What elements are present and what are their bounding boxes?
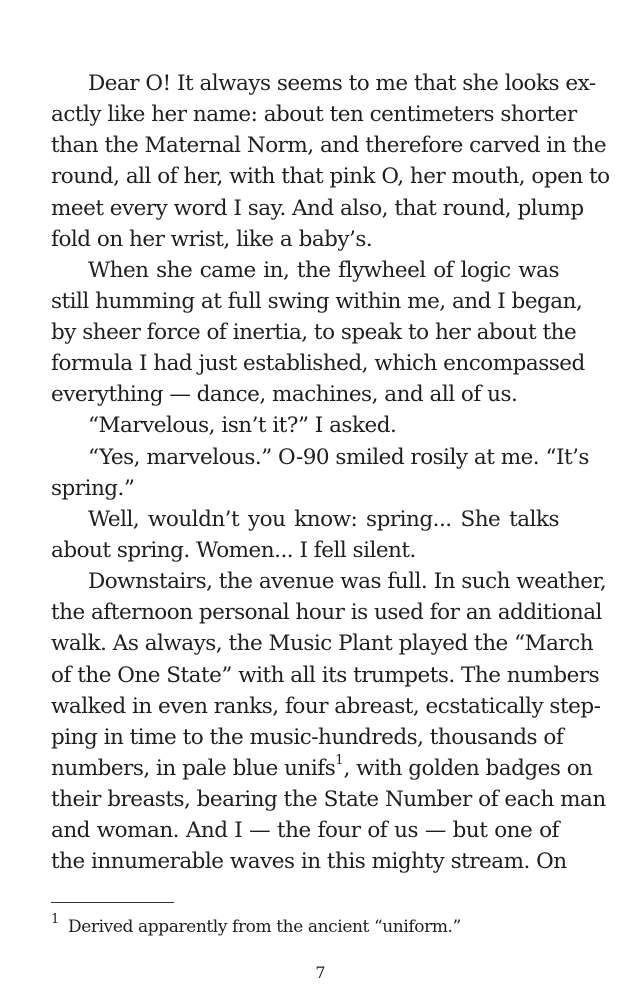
page-number: 7: [315, 963, 326, 982]
text-line: walked in even ranks, four abreast, ecstatically step-: [51, 694, 601, 719]
text-line: of the One State” with all its trumpets. The numbers: [51, 663, 600, 688]
text-line: and woman. And I — the four of us — but one of: [51, 818, 559, 843]
text-line: about spring. Women... I fell silent.: [51, 538, 416, 563]
text-line: ping in time to the music-hundreds, thousands of: [51, 725, 564, 750]
text-line: “Yes, marvelous.” O-90 smiled rosily at me. “It’s: [88, 445, 589, 470]
text-segment: numbers, in pale blue unifs: [51, 756, 336, 781]
text-line: still humming at full swing within me, and I began,: [51, 289, 583, 314]
text-line: the afternoon personal hour is used for an additional: [51, 600, 602, 625]
text-line-with-footnote: [51, 753, 593, 784]
text-line: “Marvelous, isn’t it?” I asked.: [88, 413, 397, 438]
text-line: Dear O! It always seems to me that she looks ex-: [88, 71, 596, 96]
text-line: round, all of her, with that pink O, her mouth, open to: [51, 164, 610, 189]
text-segment: , with golden badges on: [343, 756, 593, 781]
footnote-reference: 1: [335, 753, 344, 768]
text-line: formula I had just established, which encompassed: [51, 351, 585, 376]
text-line: the innumerable waves in this mighty stream. On: [51, 849, 567, 874]
text-line: When she came in, the flywheel of logic was: [88, 258, 559, 283]
text-line: Well, wouldn’t you know: spring... She talks: [88, 507, 559, 532]
text-line: fold on her wrist, like a baby’s.: [51, 227, 373, 252]
text-line: everything — dance, machines, and all of us.: [51, 382, 518, 407]
text-line: walk. As always, the Music Plant played the “March: [51, 631, 594, 656]
text-line: by sheer force of inertia, to speak to her about the: [51, 320, 577, 345]
text-line: meet every word I say. And also, that round, plump: [51, 196, 584, 221]
text-line: actly like her name: about ten centimeters shorter: [51, 102, 577, 127]
footnote-marker: 1: [51, 912, 60, 927]
text-line: spring.”: [51, 476, 135, 501]
text-line: their breasts, bearing the State Number of each man: [51, 787, 606, 812]
text-line: Downstairs, the avenue was full. In such weather,: [88, 569, 607, 594]
footnote-text: Derived apparently from the ancient “uniform.”: [68, 917, 461, 937]
text-line: than the Maternal Norm, and therefore carved in the: [51, 133, 607, 158]
footnote-divider: [51, 902, 174, 903]
